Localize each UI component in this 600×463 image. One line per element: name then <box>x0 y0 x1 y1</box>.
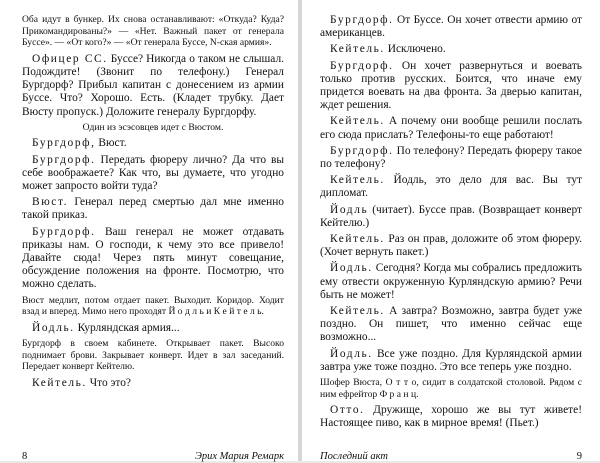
dialogue-line <box>22 322 284 335</box>
dialogue-line <box>22 196 284 222</box>
dialogue-text: Йодль, это дело для вас. Вы тут дипломат. <box>320 174 582 200</box>
speaker-name: Кейтель. <box>330 115 385 128</box>
speaker-name: Бургдорф. <box>32 225 96 238</box>
dialogue-text: Дружище, хорошо же вы тут живете! Настоящее пиво, как в мирное время! (Пьет.) <box>320 404 582 430</box>
dialogue-line <box>22 377 284 390</box>
page-number: 8 <box>22 451 28 462</box>
dialogue-line <box>320 43 582 56</box>
dialogue-text: Передать фюреру лично? Да что вы себе воображаете? Как что, вы думаете, что угодно может запросто войти туда? <box>22 153 284 192</box>
dialogue-text: Вюст. <box>95 137 127 150</box>
page-number: 9 <box>576 451 582 462</box>
speaker-name: Кейтель. <box>32 376 87 389</box>
speaker-name: Вюст. <box>32 196 69 209</box>
speaker-name: Йодль. <box>330 262 373 275</box>
dialogue-text: Генерал перед смертью дал мне именно такой приказ. <box>22 196 284 222</box>
dialogue-line <box>22 226 284 292</box>
speaker-name: Бургдорф. <box>32 153 96 166</box>
dialogue-text: Исключено. <box>384 43 446 56</box>
dialogue-line <box>320 348 582 374</box>
dialogue-text: По телефону? Передать фюреру такое по телефону? <box>320 144 582 171</box>
dialogue-line <box>320 145 582 171</box>
speaker-name: Кейтель. <box>330 43 385 56</box>
running-title: Эрих Мария Ремарк <box>194 451 284 462</box>
speaker-name: Йодль <box>330 203 369 216</box>
dialogue-text: Он хочет развернуться и воевать только против русских. Боится, что иначе ему придется воевать на два фронта. За дверью капитан, ждет решения. <box>320 59 582 112</box>
speaker-name: Йодль. <box>32 321 75 334</box>
dialogue-line <box>22 137 284 150</box>
stage-direction: Вюст медлит, потом отдает пакет. Выходит. Коридор. Ходит взад и вперед. Мимо него проходят Й о д л ь и К е й т е л ь. <box>22 294 284 318</box>
dialogue-text: А завтра? Возможно, завтра будет уже поздно. Он пишет, что именно сейчас еще возможно... <box>320 305 582 344</box>
speaker-name: Отто. <box>330 404 365 417</box>
dialogue-line <box>320 305 582 345</box>
dialogue-text: Все уже поздно. Для Курляндской армии завтра уже тоже поздно. Это все теперь уже поздно. <box>320 347 582 373</box>
dialogue-line <box>320 262 582 302</box>
speaker-name: Кейтель. <box>330 174 385 187</box>
dialogue-line <box>320 233 582 259</box>
speaker-name: Йодль. <box>330 347 373 360</box>
dialogue-line <box>320 174 582 200</box>
dialogue-line <box>320 60 582 113</box>
stage-direction: Шофер Вюста, О т т о, сидит в солдатской столовой. Рядом с ним ефрейтор Ф р а н ц. <box>320 377 582 400</box>
stage-direction: Один из эсэсовцев идет с Вюстом. <box>82 121 224 133</box>
stage-direction: Оба идут в бункер. Их снова останавливают: «Откуда? Куда? Прикомандированы?» — «Нет. Важный пакет от генерала Буссе». — «От кого?» — «От генерала Буссе, N-ская армия». <box>22 14 284 49</box>
dialogue-text: От Буссе. Он хочет отвести армию от американцев. <box>320 14 582 40</box>
running-title: Последний акт <box>320 451 388 462</box>
dialogue-line <box>22 53 284 119</box>
dialogue-text: Что это? <box>86 376 131 389</box>
speaker-name: Бургдорф. <box>330 59 394 72</box>
speaker-name: Бургдорф. <box>330 14 394 26</box>
speaker-name: Кейтель. <box>330 305 385 318</box>
dialogue-text: Сегодня? Когда мы собрались предложить ему отвести окруженную Курляндскую армию? Речи быть не может! <box>320 262 582 301</box>
dialogue-text: Курляндская армия... <box>74 321 180 334</box>
dialogue-text: Буссе? Никогда о таком не слышал. Подождите! (Звонит по телефону.) Генерал Бургдорф? Прибыл капитан с донесением из армии Буссе. Что? Хорошо. Есть. (Кладет трубку. Дает Вюсту пропуск.) Доложите генералу Бургдорфу. <box>22 52 284 118</box>
dialogue-line <box>320 204 582 230</box>
right-page <box>302 0 600 461</box>
dialogue-text: Раз он прав, доложите об этом фюреру. (Хочет вернуть пакет.) <box>320 233 582 259</box>
dialogue-line <box>320 115 582 141</box>
left-page <box>0 0 298 461</box>
dialogue-line <box>320 14 582 40</box>
speaker-name: Кейтель. <box>330 233 385 246</box>
dialogue-line <box>320 404 582 430</box>
speaker-name: Бургдорф, <box>32 137 96 150</box>
dialogue-text: (читает). Буссе прав. (Возвращает конверт Кейтелю.) <box>320 203 582 229</box>
speaker-name: Офицер СС. <box>32 52 108 65</box>
stage-direction: Бургдорф в своем кабинете. Открывает пакет. Высоко поднимает брови. Закрывает конверт. Идет в зал заседаний. Передает конверт Кейтелю. <box>22 338 284 373</box>
dialogue-text: Ваш генерал не может отдавать приказы нам. О господи, к чему это все привело! Давайте сюда! Через пять минут совещание, обсуждение положения на фронте. Посмотрю, что можно сделать. <box>22 225 284 291</box>
dialogue-text: А почему они вообще решили послать его сюда прислать? Телефоны-то еще работают! <box>320 115 582 141</box>
dialogue-line <box>22 154 284 194</box>
speaker-name: Бургдорф. <box>330 144 394 157</box>
